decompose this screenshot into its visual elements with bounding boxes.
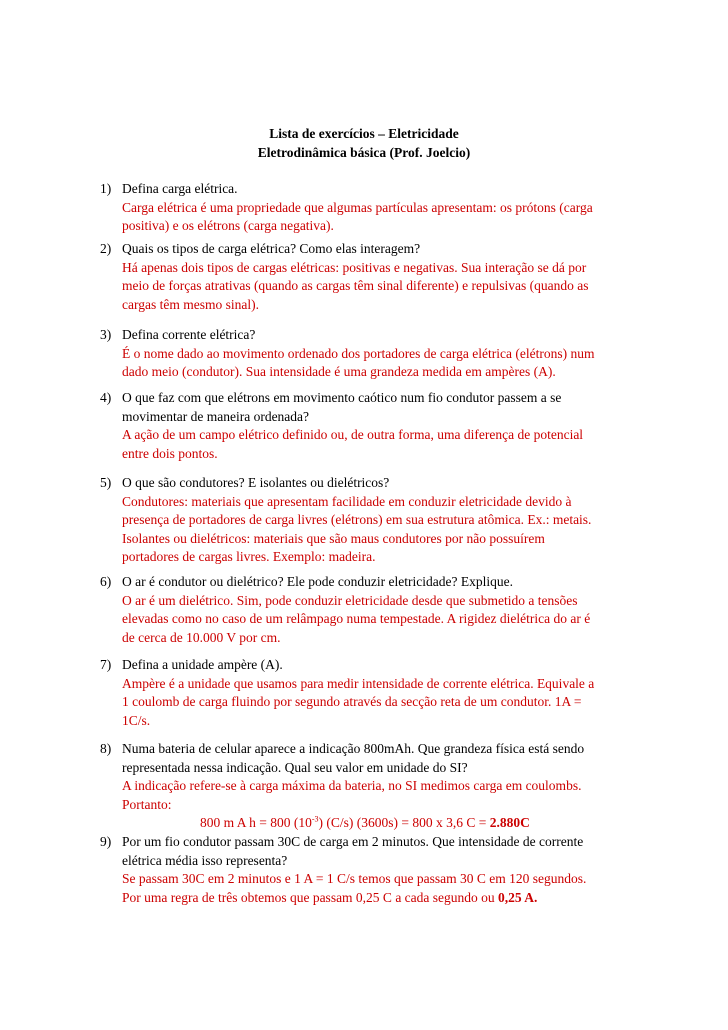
answer-text-part: Por uma regra de três obtemos que passam 0,25 C a cada segundo ou	[122, 889, 499, 905]
answer-text: meio de forças atrativas (quando as cargas têm sinal diferente) e repulsivas (quando as	[122, 278, 589, 294]
answer-result: 0,25 A.	[498, 889, 538, 905]
question-number: 7)	[100, 657, 112, 672]
question-number: 1)	[100, 181, 112, 196]
answer-text: presença de portadores de carga livres (elétrons) em sua estrutura atômica. Ex.: metais.	[122, 512, 592, 528]
formula-part: 800 m A h = 800 (10	[200, 815, 312, 831]
document-subtitle: Eletrodinâmica básica (Prof. Joelcio)	[257, 145, 471, 160]
question-number: 6)	[100, 574, 112, 589]
question-text: O ar é condutor ou dielétrico? Ele pode conduzir eletricidade? Explique.	[122, 574, 513, 589]
answer-text: A indicação refere-se à carga máxima da bateria, no SI medimos carga em coulombs.	[122, 778, 582, 794]
formula-result: 2.880C	[489, 815, 530, 831]
answer-text: portadores de cargas livres. Exemplo: madeira.	[122, 549, 376, 565]
formula-line	[122, 814, 642, 833]
question-text: O que faz com que elétrons em movimento caótico num fio condutor passem a se	[122, 390, 562, 405]
answer-text: de cerca de 10.000 V por cm.	[122, 629, 281, 645]
question-text: movimentar de maneira ordenada?	[122, 408, 310, 424]
question-text: elétrica média isso representa?	[122, 852, 288, 868]
answer-text: cargas têm mesmo sinal).	[122, 296, 259, 312]
answer-text: Portanto:	[122, 796, 172, 812]
answer-text: É o nome dado ao movimento ordenado dos portadores de carga elétrica (elétrons) num	[122, 345, 595, 361]
answer-text: O ar é um dielétrico. Sim, pode conduzir eletricidade desde que submetido a tensões	[122, 592, 578, 608]
question-text: Defina a unidade ampère (A).	[122, 657, 283, 672]
question-number: 4)	[100, 390, 112, 405]
answer-text: 1 coulomb de carga fluindo por segundo através da secção reta de um condutor. 1A =	[122, 694, 582, 710]
answer-text: elevadas como no caso de um relâmpago numa tempestade. A rigidez dielétrica do ar é	[122, 611, 591, 627]
question-text: Por um fio condutor passam 30C de carga em 2 minutos. Que intensidade de corrente	[122, 834, 584, 849]
question-number: 5)	[100, 475, 112, 490]
document-title: Lista de exercícios – Eletricidade	[269, 126, 459, 141]
question-text: representada nessa indicação. Qual seu valor em unidade do SI?	[122, 759, 468, 775]
answer-text: Isolantes ou dielétricos: materiais que são maus condutores por não possuírem	[122, 530, 545, 546]
answer-text: Se passam 30C em 2 minutos e 1 A = 1 C/s temos que passam 30 C em 120 segundos.	[122, 871, 587, 887]
answer-text: Ampère é a unidade que usamos para medir intensidade de corrente elétrica. Equivale a	[122, 675, 595, 691]
answer-text: positiva) e os elétrons (carga negativa).	[122, 218, 334, 234]
question-text: Defina corrente elétrica?	[122, 327, 256, 342]
question-number: 3)	[100, 327, 112, 342]
answer-text: 1C/s.	[122, 712, 151, 728]
question-text: Defina carga elétrica.	[122, 181, 238, 196]
formula-exponent: -3	[311, 814, 319, 824]
question-number: 9)	[100, 834, 112, 849]
answer-text: Há apenas dois tipos de cargas elétricas: positivas e negativas. Sua interação se dá por	[122, 259, 587, 275]
question-text: Numa bateria de celular aparece a indicação 800mAh. Que grandeza física está sendo	[122, 741, 585, 756]
answer-text: entre dois pontos.	[122, 445, 218, 461]
answer-text: dado meio (condutor). Sua intensidade é uma grandeza medida em ampères (A).	[122, 364, 556, 380]
answer-text	[122, 889, 642, 908]
answer-text: Condutores: materiais que apresentam facilidade em conduzir eletricidade devido à	[122, 493, 572, 509]
question-number: 8)	[100, 741, 112, 756]
answer-text: A ação de um campo elétrico definido ou, de outra forma, uma diferença de potencial	[122, 427, 584, 443]
question-text: Quais os tipos de carga elétrica? Como elas interagem?	[122, 241, 421, 256]
question-number: 2)	[100, 241, 112, 256]
question-text: O que são condutores? E isolantes ou dielétricos?	[122, 475, 390, 490]
answer-text: Carga elétrica é uma propriedade que algumas partículas apresentam: os prótons (carga	[122, 199, 593, 215]
formula-part: ) (C/s) (3600s) = 800 x 3,6 C =	[318, 815, 490, 831]
